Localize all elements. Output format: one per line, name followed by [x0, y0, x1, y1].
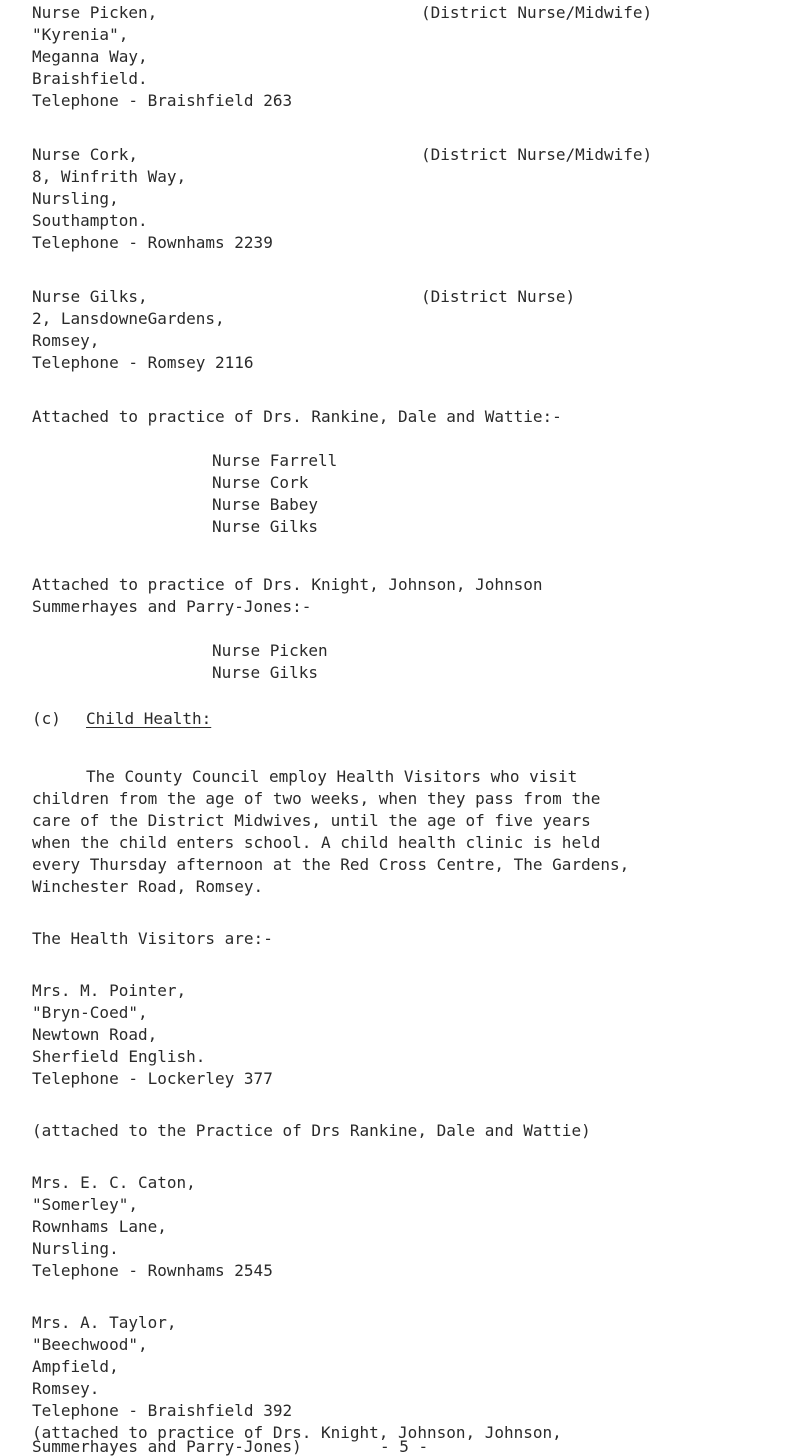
visitor-pointer-telephone: Telephone - Lockerley 377	[32, 1069, 273, 1088]
visitor-taylor-village: Ampfield,	[32, 1357, 119, 1376]
paragraph-line: every Thursday afternoon at the Red Cross Centre, The Gardens,	[32, 855, 630, 874]
visitor-pointer-name: Mrs. M. Pointer,	[32, 981, 187, 1000]
attached-heading-rankine: Attached to practice of Drs. Rankine, Dale and Wattie:-	[32, 407, 562, 426]
visitor-pointer-street: Newtown Road,	[32, 1025, 158, 1044]
visitor-pointer-house: "Bryn-Coed",	[32, 1003, 148, 1022]
section-heading-child-health: Child Health:	[86, 709, 212, 728]
nurse-picken-telephone: Telephone - Braishfield 263	[32, 91, 293, 110]
nurse-gilks-telephone: Telephone - Romsey 2116	[32, 353, 254, 372]
attached-heading-knight-cont: Summerhayes and Parry-Jones:-	[32, 597, 312, 616]
nurse-gilks-town: Romsey,	[32, 331, 100, 350]
nurse-cork-name: Nurse Cork,	[32, 145, 138, 164]
visitor-caton-telephone: Telephone - Rownhams 2545	[32, 1261, 273, 1280]
attached-nurse: Nurse Babey	[212, 495, 318, 514]
paragraph-line: when the child enters school. A child health clinic is held	[32, 833, 601, 852]
nurse-cork-street: 8, Winfrith Way,	[32, 167, 187, 186]
visitor-caton-house: "Somerley",	[32, 1195, 138, 1214]
section-label: (c)	[32, 709, 61, 728]
page-number: - 5 -	[380, 1437, 429, 1456]
visitor-taylor-house: "Beechwood",	[32, 1335, 148, 1354]
visitor-caton-street: Rownhams Lane,	[32, 1217, 167, 1236]
final-attachment-note: (attached to practice of Drs. Knight, Johnson, Johnson,	[32, 1423, 562, 1442]
nurse-cork-village: Nursling,	[32, 189, 119, 208]
paragraph-line: care of the District Midwives, until the age of five years	[32, 811, 591, 830]
attached-nurse: Nurse Gilks	[212, 517, 318, 536]
nurse-picken-role: (District Nurse/Midwife)	[421, 3, 653, 22]
paragraph-line: The County Council employ Health Visitors who visit	[86, 767, 578, 786]
attached-nurse: Nurse Farrell	[212, 451, 338, 470]
visitor-pointer-town: Sherfield English.	[32, 1047, 206, 1066]
visitor-taylor-town: Romsey.	[32, 1379, 100, 1398]
attached-nurse: Nurse Cork	[212, 473, 309, 492]
nurse-picken-name: Nurse Picken,	[32, 3, 158, 22]
final-attachment-note-cont: Summerhayes and Parry-Jones)	[32, 1437, 302, 1456]
visitor-taylor-name: Mrs. A. Taylor,	[32, 1313, 177, 1332]
attached-heading-knight: Attached to practice of Drs. Knight, Johnson, Johnson	[32, 575, 543, 594]
nurse-gilks-name: Nurse Gilks,	[32, 287, 148, 306]
nurse-picken-town: Braishfield.	[32, 69, 148, 88]
visitor-taylor-telephone: Telephone - Braishfield 392	[32, 1401, 293, 1420]
paragraph-line: children from the age of two weeks, when they pass from the	[32, 789, 601, 808]
attached-nurse: Nurse Gilks	[212, 663, 318, 682]
nurse-picken-street: Meganna Way,	[32, 47, 148, 66]
nurse-gilks-role: (District Nurse)	[421, 287, 576, 306]
nurse-cork-role: (District Nurse/Midwife)	[421, 145, 653, 164]
attached-nurse: Nurse Picken	[212, 641, 328, 660]
nurse-gilks-street: 2, LansdowneGardens,	[32, 309, 225, 328]
nurse-cork-town: Southampton.	[32, 211, 148, 230]
attachment-note: (attached to the Practice of Drs Rankine, Dale and Wattie)	[32, 1121, 591, 1140]
health-visitors-heading: The Health Visitors are:-	[32, 929, 273, 948]
visitor-caton-name: Mrs. E. C. Caton,	[32, 1173, 196, 1192]
paragraph-line: Winchester Road, Romsey.	[32, 877, 264, 896]
nurse-cork-telephone: Telephone - Rownhams 2239	[32, 233, 273, 252]
nurse-picken-house: "Kyrenia",	[32, 25, 129, 44]
visitor-caton-town: Nursling.	[32, 1239, 119, 1258]
